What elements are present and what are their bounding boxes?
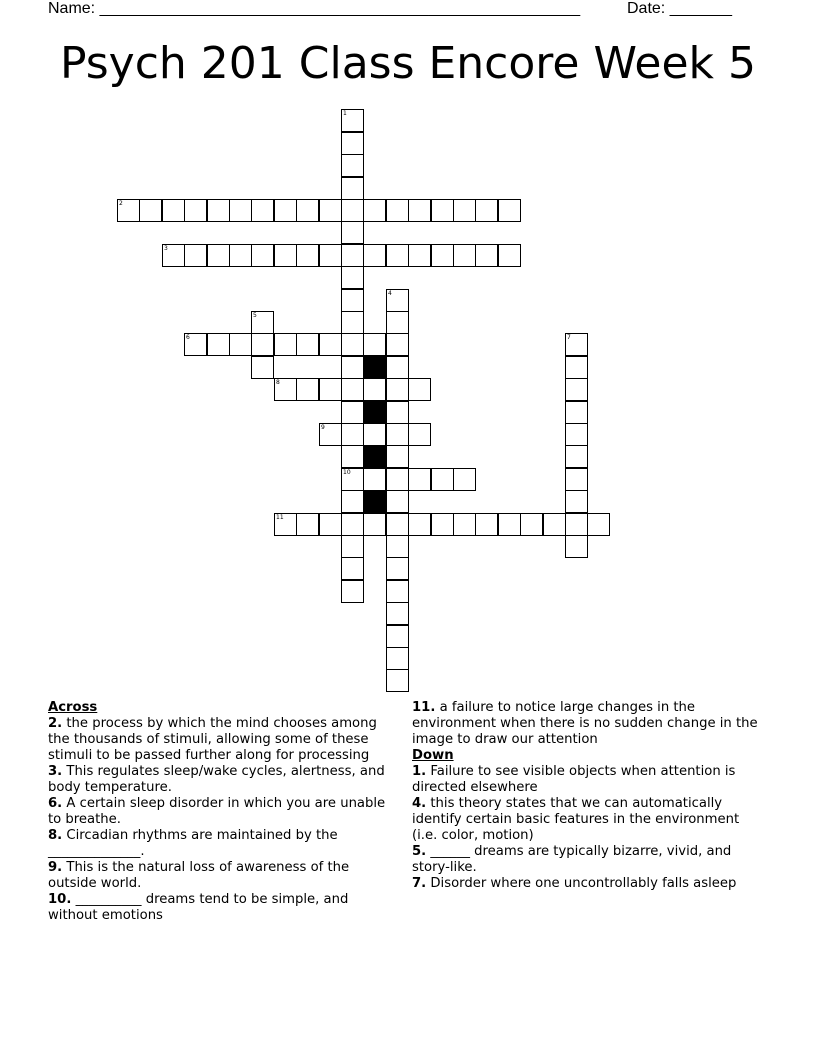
crossword-cell[interactable] — [565, 378, 588, 401]
crossword-cell[interactable] — [386, 244, 409, 267]
crossword-cell[interactable] — [498, 199, 521, 222]
crossword-cell[interactable] — [274, 244, 297, 267]
crossword-cell[interactable] — [296, 244, 319, 267]
crossword-cell[interactable] — [408, 244, 431, 267]
crossword-cell[interactable] — [251, 356, 274, 379]
crossword-cell[interactable] — [229, 333, 252, 356]
crossword-cell[interactable] — [319, 423, 342, 446]
across-heading: Across — [48, 700, 98, 715]
crossword-cell[interactable] — [341, 401, 364, 424]
clue-number: 6 — [186, 334, 190, 341]
crossword-cell[interactable] — [386, 557, 409, 580]
crossword-cell[interactable] — [229, 199, 252, 222]
clue-down-7: 7. Disorder where one uncontrollably falls asleep — [412, 876, 737, 891]
crossword-cell[interactable] — [363, 199, 386, 222]
clue-across-10: 10. __________ dreams tend to be simple, and without emotions — [48, 892, 349, 923]
crossword-cell[interactable] — [498, 244, 521, 267]
crossword-cell[interactable] — [296, 333, 319, 356]
crossword-cell[interactable] — [251, 199, 274, 222]
crossword-cell[interactable] — [431, 513, 454, 536]
crossword-cell[interactable] — [341, 109, 364, 132]
crossword-cell[interactable] — [565, 468, 588, 491]
crossword-cell[interactable] — [319, 199, 342, 222]
clue-across-9: 9. This is the natural loss of awareness of the outside world. — [48, 860, 350, 891]
crossword-block-cell — [363, 445, 386, 468]
crossword-cell[interactable] — [363, 333, 386, 356]
name-field[interactable]: Name: ______________________________________________________ — [48, 0, 581, 17]
crossword-cell[interactable] — [565, 490, 588, 513]
crossword-cell[interactable] — [341, 289, 364, 312]
clue-down-1: 1. Failure to see visible objects when attention is directed elsewhere — [412, 764, 736, 795]
crossword-cell[interactable] — [386, 356, 409, 379]
crossword-cell[interactable] — [386, 333, 409, 356]
crossword-cell[interactable] — [341, 221, 364, 244]
clue-across-3: 3. This regulates sleep/wake cycles, alertness, and body temperature. — [48, 764, 385, 795]
crossword-cell[interactable] — [207, 333, 230, 356]
crossword-cell[interactable] — [251, 333, 274, 356]
crossword-cell[interactable] — [408, 378, 431, 401]
crossword-cell[interactable] — [341, 468, 364, 491]
crossword-cell[interactable] — [386, 535, 409, 558]
crossword-cell[interactable] — [162, 199, 185, 222]
crossword-cell[interactable] — [431, 244, 454, 267]
crossword-cell[interactable] — [408, 513, 431, 536]
crossword-cell[interactable] — [229, 244, 252, 267]
crossword-cell[interactable] — [408, 423, 431, 446]
crossword-cell[interactable] — [453, 468, 476, 491]
clue-number: 3 — [164, 245, 168, 252]
crossword-block-cell — [363, 490, 386, 513]
crossword-cell[interactable] — [207, 244, 230, 267]
crossword-cell[interactable] — [408, 199, 431, 222]
crossword-cell[interactable] — [386, 580, 409, 603]
crossword-cell[interactable] — [453, 244, 476, 267]
crossword-cell[interactable] — [386, 625, 409, 648]
crossword-cell[interactable] — [386, 490, 409, 513]
crossword-cell[interactable] — [565, 445, 588, 468]
clue-number: 8 — [276, 379, 280, 386]
crossword-cell[interactable] — [363, 378, 386, 401]
crossword-cell[interactable] — [341, 378, 364, 401]
crossword-cell[interactable] — [319, 333, 342, 356]
crossword-cell[interactable] — [565, 535, 588, 558]
crossword-cell[interactable] — [341, 513, 364, 536]
crossword-block-cell — [363, 356, 386, 379]
crossword-cell[interactable] — [341, 557, 364, 580]
crossword-cell[interactable] — [296, 378, 319, 401]
crossword-cell[interactable] — [498, 513, 521, 536]
crossword-cell[interactable] — [453, 199, 476, 222]
crossword-cell[interactable] — [162, 244, 185, 267]
crossword-cell[interactable] — [341, 580, 364, 603]
crossword-cell[interactable] — [319, 513, 342, 536]
crossword-cell[interactable] — [319, 378, 342, 401]
clue-number: 1 — [343, 110, 347, 117]
crossword-cell[interactable] — [475, 513, 498, 536]
clue-number: 5 — [253, 312, 257, 319]
crossword-cell[interactable] — [341, 445, 364, 468]
crossword-cell[interactable] — [341, 333, 364, 356]
crossword-cell[interactable] — [117, 199, 140, 222]
crossword-cell[interactable] — [565, 401, 588, 424]
crossword-cell[interactable] — [341, 154, 364, 177]
crossword-cell[interactable] — [363, 244, 386, 267]
crossword-cell[interactable] — [341, 266, 364, 289]
crossword-cell[interactable] — [207, 199, 230, 222]
crossword-cell[interactable] — [341, 423, 364, 446]
crossword-cell[interactable] — [274, 378, 297, 401]
crossword-cell[interactable] — [363, 423, 386, 446]
crossword-cell[interactable] — [386, 468, 409, 491]
crossword-cell[interactable] — [386, 199, 409, 222]
clue-down-5: 5. ______ dreams are typically bizarre, vivid, and story-like. — [412, 844, 732, 875]
crossword-cell[interactable] — [587, 513, 610, 536]
crossword-cell[interactable] — [184, 199, 207, 222]
crossword-cell[interactable] — [319, 244, 342, 267]
crossword-cell[interactable] — [274, 333, 297, 356]
crossword-cell[interactable] — [296, 199, 319, 222]
clues-left-column — [48, 700, 398, 924]
clue-number: 7 — [567, 334, 571, 341]
crossword-cell[interactable] — [139, 199, 162, 222]
clue-number: 4 — [388, 290, 392, 297]
crossword-cell[interactable] — [520, 513, 543, 536]
crossword-cell[interactable] — [341, 535, 364, 558]
crossword-block-cell — [363, 401, 386, 424]
crossword-cell[interactable] — [341, 199, 364, 222]
clue-number: 2 — [119, 200, 123, 207]
crossword-cell[interactable] — [453, 513, 476, 536]
clue-down-4: 4. this theory states that we can automatically identify certain basic features in the environment (i.e. color, motion) — [412, 796, 740, 843]
clue-across-2: 2. the process by which the mind chooses among the thousands of stimuli, allowing some of these stimuli to be passed further along for processing — [48, 716, 377, 763]
crossword-cell[interactable] — [251, 311, 274, 334]
crossword-cell[interactable] — [565, 513, 588, 536]
clue-number: 9 — [321, 424, 325, 431]
crossword-cell[interactable] — [341, 311, 364, 334]
clue-across-11: 11. a failure to notice large changes in the environment when there is no sudden change in the image to draw our attention — [412, 700, 758, 747]
crossword-cell[interactable] — [363, 468, 386, 491]
crossword-cell[interactable] — [565, 333, 588, 356]
crossword-cell[interactable] — [543, 513, 566, 536]
crossword-cell[interactable] — [386, 401, 409, 424]
crossword-cell[interactable] — [408, 468, 431, 491]
page-title: Psych 201 Class Encore Week 5 — [59, 38, 756, 89]
clues-right-column — [412, 700, 768, 892]
crossword-cell[interactable] — [386, 423, 409, 446]
crossword-cell[interactable] — [475, 199, 498, 222]
crossword-cell[interactable] — [431, 468, 454, 491]
crossword-cell[interactable] — [184, 333, 207, 356]
crossword-cell[interactable] — [475, 244, 498, 267]
crossword-cell[interactable] — [386, 289, 409, 312]
crossword-cell[interactable] — [341, 244, 364, 267]
date-field[interactable]: Date: _______ — [627, 0, 732, 17]
crossword-cell[interactable] — [386, 669, 409, 692]
crossword-cell[interactable] — [565, 356, 588, 379]
crossword-cell[interactable] — [386, 445, 409, 468]
crossword-cell[interactable] — [341, 177, 364, 200]
down-heading: Down — [412, 748, 454, 763]
crossword-cell[interactable] — [386, 311, 409, 334]
crossword-cell[interactable] — [386, 513, 409, 536]
clue-across-8: 8. Circadian rhythms are maintained by the ______________. — [48, 828, 338, 859]
crossword-cell[interactable] — [386, 602, 409, 625]
clue-number: 11 — [276, 514, 284, 521]
crossword-cell[interactable] — [296, 513, 319, 536]
crossword-cell[interactable] — [565, 423, 588, 446]
crossword-cell[interactable] — [274, 199, 297, 222]
crossword-cell[interactable] — [184, 244, 207, 267]
crossword-cell[interactable] — [274, 513, 297, 536]
crossword-cell[interactable] — [386, 378, 409, 401]
crossword-cell[interactable] — [341, 356, 364, 379]
crossword-cell[interactable] — [386, 647, 409, 670]
crossword-cell[interactable] — [341, 490, 364, 513]
crossword-cell[interactable] — [363, 513, 386, 536]
crossword-cell[interactable] — [251, 244, 274, 267]
clue-number: 10 — [343, 469, 351, 476]
crossword-cell[interactable] — [431, 199, 454, 222]
crossword-cell[interactable] — [341, 132, 364, 155]
clue-across-6: 6. A certain sleep disorder in which you are unable to breathe. — [48, 796, 386, 827]
